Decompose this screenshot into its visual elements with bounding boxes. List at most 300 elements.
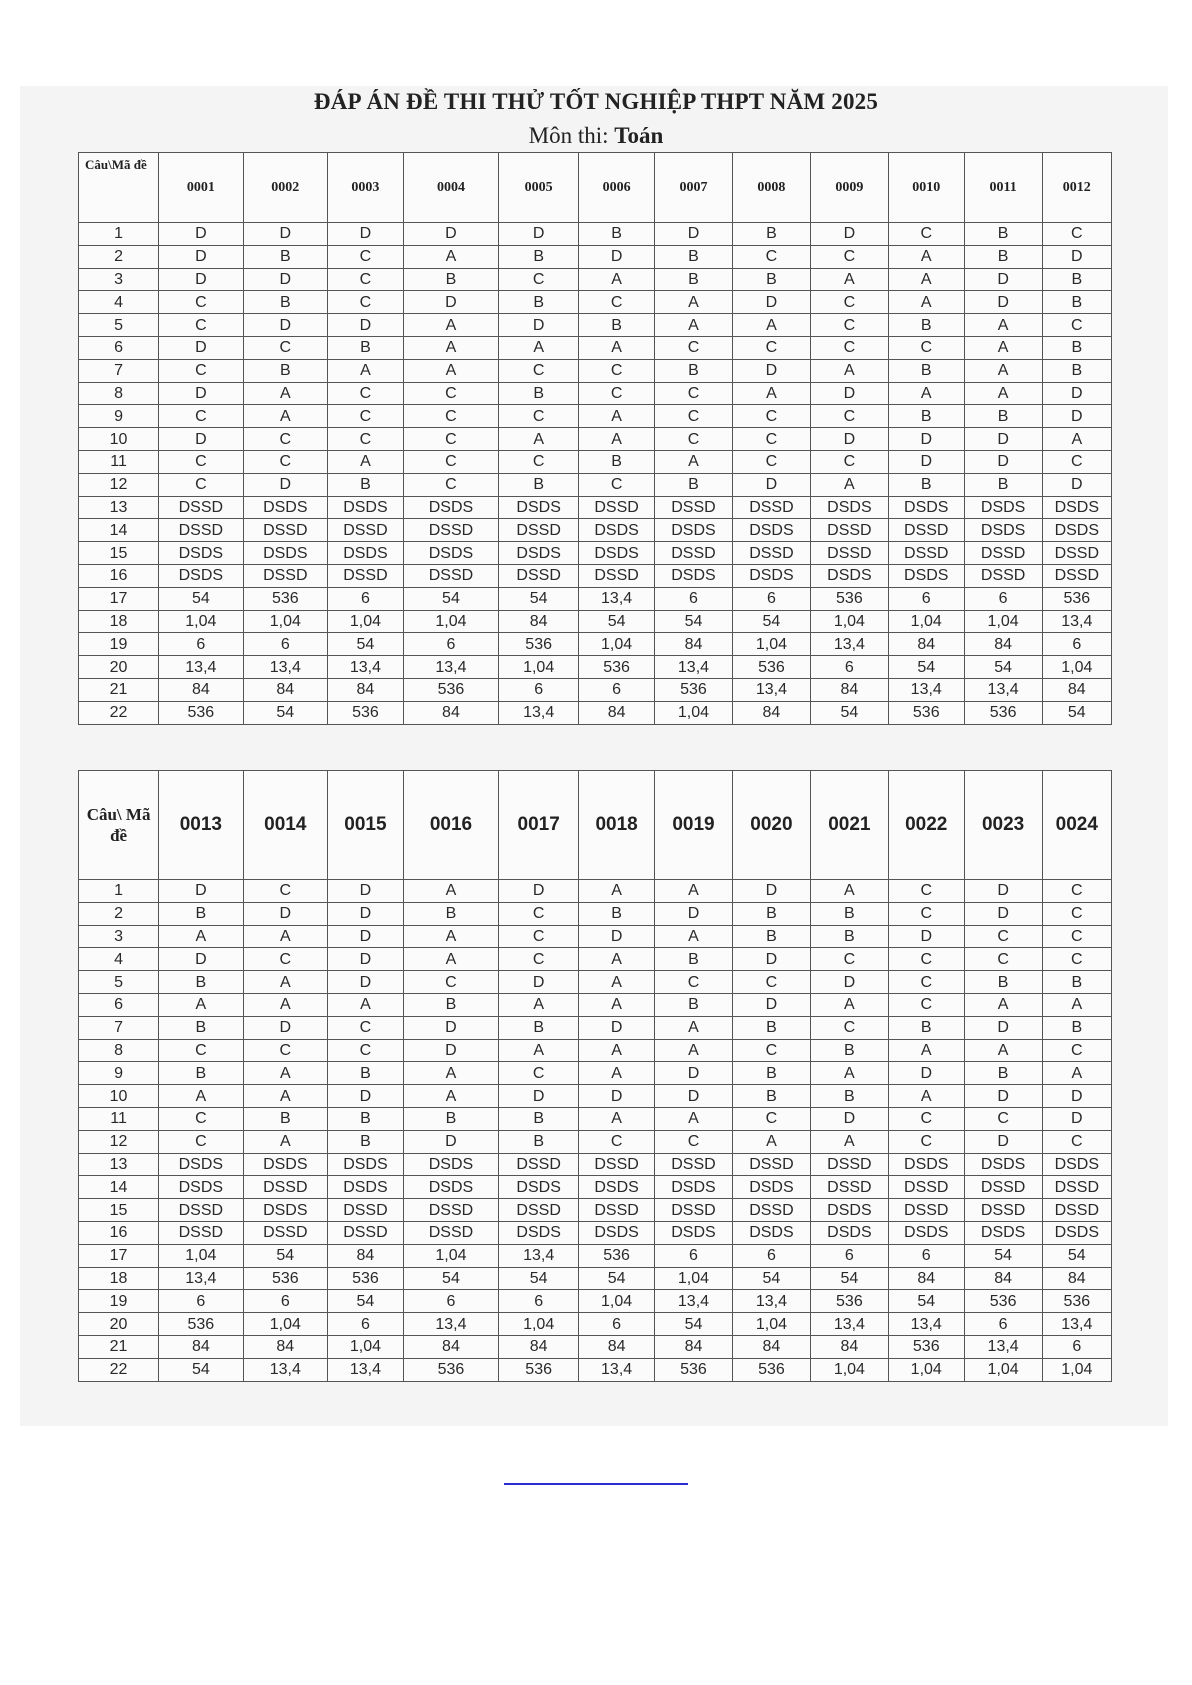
answer-cell: D [888, 450, 964, 473]
answer-cell: C [810, 1016, 888, 1039]
answer-cell: B [732, 1062, 810, 1085]
answer-cell: C [964, 948, 1042, 971]
answer-cell: 536 [159, 701, 243, 724]
answer-cell: D [403, 1039, 498, 1062]
answer-cell: D [403, 1130, 498, 1153]
answer-cell: 13,4 [732, 1290, 810, 1313]
answer-cell: B [579, 223, 655, 246]
answer-cell: 6 [810, 1244, 888, 1267]
answer-cell: C [328, 1039, 404, 1062]
answer-cell: 84 [403, 1335, 498, 1358]
answer-cell: D [964, 1085, 1042, 1108]
answer-cell: B [328, 336, 404, 359]
answer-cell: 1,04 [403, 610, 498, 633]
answer-cell: 54 [1042, 1244, 1111, 1267]
answer-cell: DSDS [499, 1176, 579, 1199]
answer-cell: 84 [159, 1335, 243, 1358]
answer-cell: C [499, 925, 579, 948]
answer-cell: 536 [964, 1290, 1042, 1313]
answer-cell: B [403, 993, 498, 1016]
answer-cell: A [810, 1062, 888, 1085]
table-row [79, 971, 1112, 994]
answer-cell: A [964, 359, 1042, 382]
question-number: 22 [79, 701, 159, 724]
question-number: 14 [79, 1176, 159, 1199]
answer-cell: 54 [579, 610, 655, 633]
table-row [79, 223, 1112, 246]
answer-cell: 6 [810, 656, 888, 679]
answer-cell: 84 [403, 701, 498, 724]
answer-cell: DSDS [243, 1153, 327, 1176]
header-row [79, 771, 1112, 880]
answer-cell: 6 [579, 678, 655, 701]
answer-cell: 13,4 [655, 656, 733, 679]
answer-cell: DSDS [732, 519, 810, 542]
table-row [79, 1221, 1112, 1244]
answer-cell: DSDS [655, 1221, 733, 1244]
answer-cell: A [159, 993, 243, 1016]
table-row [79, 1176, 1112, 1199]
answer-cell: C [888, 223, 964, 246]
answer-cell: 1,04 [328, 1335, 404, 1358]
answer-cell: C [810, 245, 888, 268]
subject-label: Môn thi: [528, 123, 609, 148]
answer-cell: D [328, 902, 404, 925]
answer-cell: 1,04 [655, 701, 733, 724]
answer-cell: DSSD [810, 542, 888, 565]
answer-cell: C [403, 405, 498, 428]
question-number: 16 [79, 1221, 159, 1244]
answer-cell: D [159, 245, 243, 268]
answer-cell: 1,04 [499, 1313, 579, 1336]
hyperlink-underline[interactable] [504, 1483, 688, 1485]
answer-cell: B [243, 245, 327, 268]
answer-cell: C [579, 359, 655, 382]
answer-cell: C [159, 314, 243, 337]
answer-cell: C [328, 291, 404, 314]
answer-cell: D [732, 473, 810, 496]
answer-cell: C [328, 405, 404, 428]
answer-cell: D [579, 1016, 655, 1039]
table-row [79, 656, 1112, 679]
answer-cell: DSSD [403, 564, 498, 587]
answer-cell: B [655, 245, 733, 268]
answer-cell: A [579, 1062, 655, 1085]
answer-cell: C [655, 971, 733, 994]
header-row [79, 153, 1112, 223]
question-number: 15 [79, 542, 159, 565]
answer-cell: DSSD [499, 519, 579, 542]
answer-cell: DSDS [328, 1176, 404, 1199]
exam-code-header: 0018 [579, 771, 655, 880]
answer-cell: DSDS [579, 519, 655, 542]
answer-cell: DSSD [499, 1199, 579, 1222]
answer-cell: 13,4 [243, 1358, 327, 1381]
answer-cell: A [888, 245, 964, 268]
document-subtitle [0, 123, 1192, 149]
answer-cell: A [1042, 1062, 1111, 1085]
exam-code-header: 0012 [1042, 153, 1111, 223]
answer-cell: 536 [328, 1267, 404, 1290]
answer-cell: A [403, 314, 498, 337]
answer-cell: 536 [328, 701, 404, 724]
answer-cell: A [655, 1016, 733, 1039]
answer-cell: B [1042, 336, 1111, 359]
answer-cell: D [403, 291, 498, 314]
table-row [79, 268, 1112, 291]
table-row [79, 405, 1112, 428]
answer-cell: B [1042, 291, 1111, 314]
answer-cell: D [655, 902, 733, 925]
answer-cell: 84 [964, 633, 1042, 656]
answer-cell: D [243, 473, 327, 496]
answer-cell: D [964, 902, 1042, 925]
answer-cell: C [243, 1039, 327, 1062]
answer-cell: B [732, 1085, 810, 1108]
answer-cell: A [403, 245, 498, 268]
answer-cell: D [159, 382, 243, 405]
answer-cell: D [1042, 473, 1111, 496]
answer-cell: C [243, 428, 327, 451]
exam-code-header: 0024 [1042, 771, 1111, 880]
answer-cell: A [655, 314, 733, 337]
answer-cell: D [732, 993, 810, 1016]
answer-cell: 84 [579, 701, 655, 724]
answer-cell: D [888, 1062, 964, 1085]
answer-cell: B [499, 291, 579, 314]
answer-cell: C [579, 1130, 655, 1153]
answer-cell: D [159, 223, 243, 246]
answer-cell: A [159, 1085, 243, 1108]
exam-code-header: 0008 [732, 153, 810, 223]
answer-cell: DSDS [579, 1221, 655, 1244]
answer-cell: DSSD [732, 1199, 810, 1222]
answer-cell: DSDS [579, 542, 655, 565]
answer-cell: C [499, 450, 579, 473]
answer-cell: DSSD [964, 1176, 1042, 1199]
answer-cell: C [964, 1107, 1042, 1130]
question-number: 14 [79, 519, 159, 542]
answer-cell: B [888, 1016, 964, 1039]
question-number: 1 [79, 223, 159, 246]
answer-cell: C [159, 359, 243, 382]
answer-cell: C [655, 336, 733, 359]
answer-cell: 13,4 [328, 1358, 404, 1381]
answer-cell: C [243, 948, 327, 971]
answer-cell: A [1042, 993, 1111, 1016]
answer-cell: A [579, 1107, 655, 1130]
subject-name: Toán [614, 123, 664, 148]
answer-cell: 6 [655, 1244, 733, 1267]
answer-cell: D [1042, 1107, 1111, 1130]
exam-code-header: 0021 [810, 771, 888, 880]
answer-cell: DSDS [1042, 519, 1111, 542]
answer-cell: D [159, 268, 243, 291]
answer-cell: 54 [243, 1244, 327, 1267]
answer-cell: A [655, 450, 733, 473]
question-number: 21 [79, 678, 159, 701]
answer-cell: DSSD [655, 1153, 733, 1176]
answer-cell: 536 [403, 1358, 498, 1381]
answer-cell: D [499, 1085, 579, 1108]
answer-cell: D [243, 314, 327, 337]
answer-cell: A [810, 993, 888, 1016]
question-number: 6 [79, 336, 159, 359]
answer-cell: A [243, 405, 327, 428]
question-number: 5 [79, 971, 159, 994]
answer-cell: B [732, 223, 810, 246]
answer-cell: DSSD [1042, 1176, 1111, 1199]
answer-cell: A [579, 428, 655, 451]
answer-cell: DSDS [655, 519, 733, 542]
question-number: 22 [79, 1358, 159, 1381]
answer-cell: 1,04 [328, 610, 404, 633]
answer-cell: DSDS [810, 564, 888, 587]
table-row [79, 564, 1112, 587]
document-title: ĐÁP ÁN ĐỀ THI THỬ TỐT NGHIỆP THPT NĂM 2025 [313, 89, 879, 114]
question-number: 9 [79, 405, 159, 428]
answer-cell: DSDS [964, 496, 1042, 519]
answer-cell: A [655, 925, 733, 948]
answer-cell: 1,04 [579, 1290, 655, 1313]
answer-cell: A [499, 336, 579, 359]
answer-cell: B [888, 359, 964, 382]
question-number: 5 [79, 314, 159, 337]
answer-cell: A [1042, 428, 1111, 451]
answer-cell: DSSD [499, 1153, 579, 1176]
answer-cell: 1,04 [732, 1313, 810, 1336]
table-row [79, 336, 1112, 359]
answer-cell: C [810, 948, 888, 971]
answer-cell: B [810, 925, 888, 948]
answer-cell: A [159, 925, 243, 948]
answer-cell: D [403, 1016, 498, 1039]
answer-cell: 84 [243, 678, 327, 701]
exam-code-header: 0017 [499, 771, 579, 880]
answer-cell: D [159, 880, 243, 903]
answer-cell: 1,04 [243, 610, 327, 633]
question-number: 16 [79, 564, 159, 587]
exam-code-header: 0005 [499, 153, 579, 223]
question-number: 1 [79, 880, 159, 903]
answer-cell: DSDS [243, 542, 327, 565]
answer-cell: 536 [888, 701, 964, 724]
answer-cell: 536 [1042, 1290, 1111, 1313]
answer-cell: DSDS [499, 1221, 579, 1244]
answer-cell: C [159, 473, 243, 496]
answer-cell: 13,4 [403, 1313, 498, 1336]
table-row [79, 587, 1112, 610]
answer-cell: B [328, 1062, 404, 1085]
answer-cell: C [579, 291, 655, 314]
answer-cell: A [328, 450, 404, 473]
answer-cell: 54 [159, 1358, 243, 1381]
answer-cell: D [888, 925, 964, 948]
answer-cell: 84 [499, 1335, 579, 1358]
answer-cell: A [964, 993, 1042, 1016]
table-row [79, 428, 1112, 451]
answer-cell: 1,04 [243, 1313, 327, 1336]
answer-cell: DSSD [579, 1199, 655, 1222]
question-number: 8 [79, 382, 159, 405]
answer-cell: D [1042, 1085, 1111, 1108]
answer-cell: 54 [243, 701, 327, 724]
answer-cell: DSSD [1042, 564, 1111, 587]
answer-cell: 13,4 [888, 678, 964, 701]
answer-cell: D [964, 880, 1042, 903]
answer-cell: C [655, 405, 733, 428]
answer-cell: C [159, 1107, 243, 1130]
answer-cell: DSSD [888, 542, 964, 565]
answer-cell: DSSD [964, 564, 1042, 587]
answer-cell: A [579, 268, 655, 291]
table-row [79, 993, 1112, 1016]
answer-cell: 54 [732, 610, 810, 633]
answer-cell: C [499, 948, 579, 971]
answer-table-2 [78, 770, 1112, 1382]
answer-cell: B [1042, 268, 1111, 291]
answer-cell: DSDS [243, 1199, 327, 1222]
answer-cell: C [964, 925, 1042, 948]
answer-cell: D [159, 336, 243, 359]
corner-header: Câu\Mã đề [79, 153, 159, 223]
answer-cell: C [888, 1107, 964, 1130]
answer-cell: 13,4 [579, 587, 655, 610]
answer-cell: DSSD [159, 519, 243, 542]
answer-cell: 536 [159, 1313, 243, 1336]
answer-cell: C [810, 291, 888, 314]
answer-cell: 536 [810, 587, 888, 610]
answer-cell: 13,4 [810, 1313, 888, 1336]
answer-cell: C [499, 268, 579, 291]
answer-cell: 536 [243, 587, 327, 610]
answer-cell: D [888, 428, 964, 451]
answer-cell: B [403, 1107, 498, 1130]
exam-code-header: 0010 [888, 153, 964, 223]
answer-cell: 536 [579, 1244, 655, 1267]
answer-cell: C [328, 245, 404, 268]
answer-cell: DSDS [1042, 496, 1111, 519]
answer-cell: DSDS [159, 1153, 243, 1176]
question-number: 20 [79, 656, 159, 679]
answer-cell: 84 [579, 1335, 655, 1358]
answer-cell: DSSD [810, 519, 888, 542]
answer-cell: DSDS [732, 1221, 810, 1244]
answer-cell: 536 [499, 633, 579, 656]
answer-cell: B [499, 245, 579, 268]
answer-cell: 13,4 [1042, 1313, 1111, 1336]
answer-cell: A [888, 382, 964, 405]
answer-cell: DSDS [579, 1176, 655, 1199]
answer-cell: 536 [403, 678, 498, 701]
answer-cell: C [243, 880, 327, 903]
answer-cell: B [732, 902, 810, 925]
answer-cell: 6 [655, 587, 733, 610]
answer-cell: C [1042, 880, 1111, 903]
answer-cell: A [403, 948, 498, 971]
answer-cell: B [328, 1107, 404, 1130]
answer-cell: DSSD [403, 1199, 498, 1222]
answer-cell: DSDS [732, 1176, 810, 1199]
question-number: 2 [79, 902, 159, 925]
answer-cell: 6 [403, 1290, 498, 1313]
answer-cell: D [243, 223, 327, 246]
answer-cell: A [888, 1039, 964, 1062]
exam-code-header: 0013 [159, 771, 243, 880]
exam-code-header: 0006 [579, 153, 655, 223]
question-number: 17 [79, 1244, 159, 1267]
answer-cell: 13,4 [964, 1335, 1042, 1358]
answer-cell: 84 [655, 633, 733, 656]
answer-cell: B [328, 1130, 404, 1153]
answer-cell: A [499, 1039, 579, 1062]
answer-cell: A [810, 880, 888, 903]
answer-cell: D [403, 223, 498, 246]
answer-cell: DSDS [328, 1153, 404, 1176]
exam-code-header: 0011 [964, 153, 1042, 223]
question-number: 4 [79, 948, 159, 971]
exam-code-header: 0004 [403, 153, 498, 223]
table-row [79, 1358, 1112, 1381]
table-row [79, 1313, 1112, 1336]
table-row [79, 678, 1112, 701]
answer-cell: C [732, 405, 810, 428]
answer-cell: C [1042, 1039, 1111, 1062]
table-row [79, 542, 1112, 565]
answer-cell: A [964, 1039, 1042, 1062]
answer-cell: D [655, 223, 733, 246]
answer-cell: C [732, 245, 810, 268]
question-number: 18 [79, 610, 159, 633]
answer-cell: B [499, 1016, 579, 1039]
answer-cell: B [810, 902, 888, 925]
question-number: 15 [79, 1199, 159, 1222]
answer-cell: C [499, 902, 579, 925]
answer-cell: A [403, 925, 498, 948]
answer-cell: DSSD [328, 1199, 404, 1222]
answer-cell: DSDS [888, 1153, 964, 1176]
exam-code-header: 0007 [655, 153, 733, 223]
answer-cell: D [328, 1085, 404, 1108]
answer-cell: 6 [579, 1313, 655, 1336]
answer-cell: 1,04 [1042, 656, 1111, 679]
answer-cell: D [1042, 405, 1111, 428]
answer-cell: 1,04 [732, 633, 810, 656]
answer-cell: C [655, 382, 733, 405]
answer-cell: 536 [732, 1358, 810, 1381]
answer-cell: DSDS [810, 496, 888, 519]
table-row [79, 925, 1112, 948]
table-row [79, 1267, 1112, 1290]
answer-cell: DSDS [159, 1176, 243, 1199]
answer-cell: B [655, 993, 733, 1016]
answer-cell: A [810, 359, 888, 382]
answer-cell: D [1042, 245, 1111, 268]
answer-cell: DSDS [810, 1221, 888, 1244]
answer-cell: 84 [810, 1335, 888, 1358]
answer-cell: 84 [732, 701, 810, 724]
answer-cell: D [964, 291, 1042, 314]
answer-cell: A [403, 1062, 498, 1085]
answer-cell: DSDS [655, 564, 733, 587]
table-row [79, 1153, 1112, 1176]
answer-cell: D [810, 1107, 888, 1130]
answer-cell: DSDS [964, 1153, 1042, 1176]
answer-cell: C [403, 382, 498, 405]
table-row [79, 1244, 1112, 1267]
exam-code-header: 0003 [328, 153, 404, 223]
answer-cell: DSDS [499, 496, 579, 519]
